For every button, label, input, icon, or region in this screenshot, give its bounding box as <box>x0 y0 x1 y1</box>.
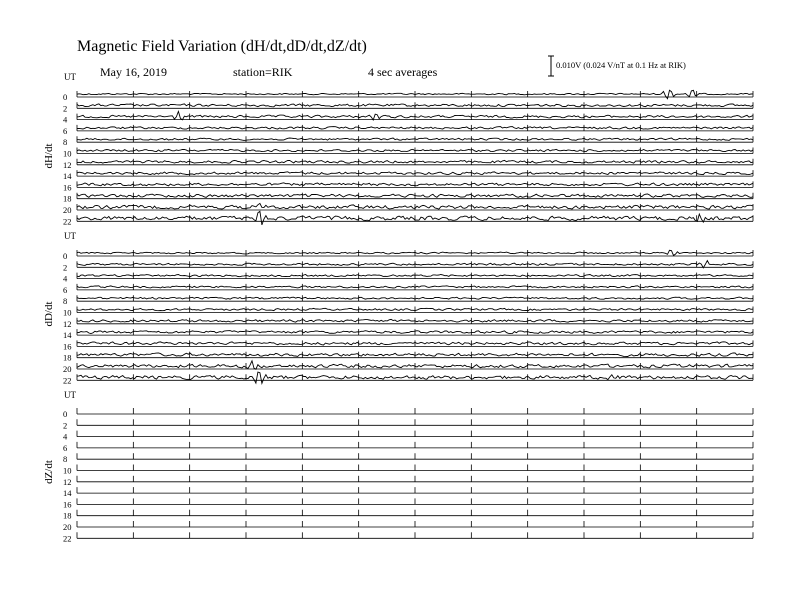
hour-label: 20 <box>63 205 72 215</box>
hour-label: 12 <box>63 159 72 170</box>
ut-label: UT <box>64 72 76 82</box>
panel-label: dH/dt <box>43 143 55 169</box>
station-label: station=RIK <box>233 65 293 79</box>
hour-label: 14 <box>63 488 72 499</box>
hour-label: 12 <box>63 476 72 487</box>
hour-label: 0 <box>63 92 68 102</box>
date-label: May 16, 2019 <box>100 65 167 79</box>
hour-label: 4 <box>63 431 68 442</box>
ut-label: UT <box>64 390 76 400</box>
hour-label: 18 <box>63 352 72 363</box>
hour-label: 12 <box>63 318 72 329</box>
hour-label: 10 <box>63 465 72 476</box>
hour-label: 10 <box>63 148 72 159</box>
hour-label: 2 <box>63 262 68 273</box>
hour-label: 20 <box>63 364 72 374</box>
hour-label: 6 <box>63 284 68 295</box>
hour-label: 6 <box>63 442 68 453</box>
hour-label: 18 <box>63 193 72 204</box>
hour-label: 6 <box>63 125 68 136</box>
hour-label: 16 <box>63 182 72 193</box>
series-trace <box>77 372 753 383</box>
scale-bar-label: 0.010V (0.024 V/nT at 0.1 Hz at RIK) <box>556 60 686 70</box>
hour-label: 16 <box>63 499 72 510</box>
hour-label: 0 <box>63 409 68 419</box>
hour-label: 22 <box>63 216 72 227</box>
panel-label: dZ/dt <box>43 460 55 484</box>
hour-label: 0 <box>63 251 68 261</box>
hour-label: 22 <box>63 375 72 386</box>
chart-title: Magnetic Field Variation (dH/dt,dD/dt,dZ/dt) <box>77 38 367 55</box>
hour-label: 14 <box>63 171 72 182</box>
hour-label: 8 <box>63 296 68 307</box>
hour-label: 8 <box>63 137 68 148</box>
hour-label: 20 <box>63 522 72 532</box>
panel-label: dD/dt <box>43 301 55 327</box>
hour-label: 22 <box>63 533 72 544</box>
hour-label: 4 <box>63 114 68 125</box>
hour-label: 8 <box>63 454 68 465</box>
hour-label: 2 <box>63 103 68 114</box>
hour-label: 14 <box>63 330 72 341</box>
hour-label: 18 <box>63 510 72 521</box>
ut-label: UT <box>64 231 76 241</box>
hour-label: 10 <box>63 307 72 318</box>
averaging-label: 4 sec averages <box>368 65 438 79</box>
hour-label: 2 <box>63 420 68 431</box>
hour-label: 16 <box>63 341 72 352</box>
hour-label: 4 <box>63 273 68 284</box>
